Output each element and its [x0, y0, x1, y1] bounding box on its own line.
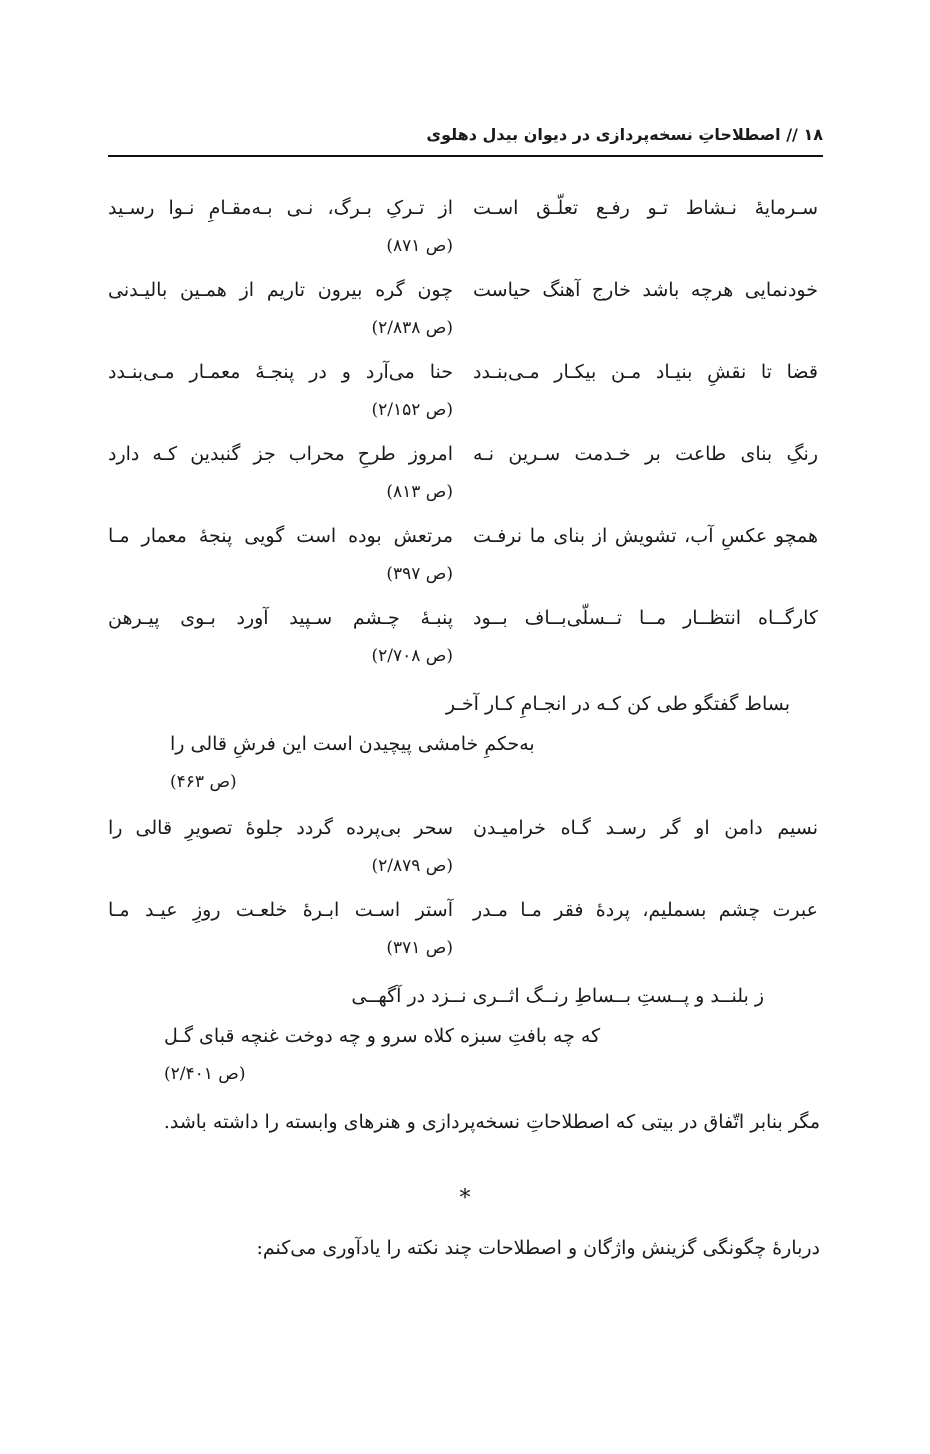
page-reference: (ص ۳۷۱) [386, 938, 453, 958]
page-reference: (ص ۴۶۳) [170, 772, 237, 792]
left-hemistich: پنبـۀ چـشم سـپید آورد بـوی پیـرهن [108, 607, 453, 629]
left-hemistich: چون گره بیرون تاریم از همـین بالیـدنی [108, 279, 453, 301]
body-paragraph: مگر بنابر اتّفاق در بیتی که اصطلاحاتِ نسخه‌پردازی و هنرهای وابسته را داشته باشد. [163, 1111, 820, 1133]
right-hemistich: عبرت چشم بسملیم، پردۀ فقر مـا مـدر [473, 899, 818, 921]
page-reference: (ص ۲/۴۰۱) [164, 1064, 246, 1084]
page-reference: (ص ۲/۸۳۸) [371, 318, 453, 338]
couplet [108, 890, 818, 970]
header-rule [108, 155, 823, 157]
section-separator: * [459, 1186, 471, 1211]
page-reference: (ص ۳۹۷) [386, 564, 453, 584]
right-hemistich: خودنمایی هرچه باشد خارج آهنگ حیاست [473, 279, 818, 301]
left-hemistich: حنا می‌آرد و در پنجـۀ معمـار مـی‌بنـدد [108, 361, 453, 383]
running-head-text: ۱۸ // اصطلاحاتِ نسخه‌پردازی در دیوان بیدل دهلوی [426, 124, 823, 144]
stanza-line-2: که چه بافتِ سبزه کلاه سرو و چه دوخت غنچه قبای گـل [164, 1025, 601, 1047]
right-hemistich: رنگِ بنای طاعت بر خـدمت سـرین نـه [473, 443, 818, 465]
stanza-line-1: ز بلنــد و پــستِ بــساطِ رنــگ اثــری نــزد در آگهــی [351, 985, 764, 1007]
staggered-couplet [108, 976, 820, 1096]
left-hemistich: امروز طرحِ محراب جز گنبدین کـه دارد [108, 443, 453, 465]
left-hemistich: سحر بی‌پرده گردد جلوۀ تصویرِ قالی را [108, 817, 453, 839]
couplet [108, 598, 818, 678]
staggered-couplet [108, 684, 820, 804]
right-hemistich: سـرمایۀ نـشاط تـو رفـع تعلّـق اسـت [473, 197, 818, 219]
body-paragraph-final: دربارۀ چگونگی گزینش واژگان و اصطلاحات چند نکته را یادآوری می‌کنم: [256, 1237, 820, 1259]
stanza-line-2: به‌حکمِ خامشی پیچیدن است این فرشِ قالی را [170, 733, 535, 755]
couplet [108, 188, 818, 268]
page-reference: (ص ۸۱۳) [386, 482, 453, 502]
couplet [108, 434, 818, 514]
couplet [108, 808, 818, 888]
couplet [108, 516, 818, 596]
page-reference: (ص ۲/۸۷۹) [371, 856, 453, 876]
right-hemistich: همچو عکسِ آب، تشویش از بنای ما نرفـت [473, 525, 818, 547]
running-head [108, 118, 823, 150]
left-hemistich: مرتعش بوده است گویی پنجۀ معمار مـا [108, 525, 453, 547]
couplet [108, 270, 818, 350]
page-reference: (ص ۲/۱۵۲) [371, 400, 453, 420]
left-hemistich: آستر اسـت ابـرۀ خلعـت روزِ عیـد مـا [108, 899, 453, 921]
right-hemistich: نسیم دامن او گر رسـد گـاه خرامیـدن [473, 817, 818, 839]
right-hemistich: کارگــاه انتظــار مــا تــسلّی‌بــاف بــود [473, 607, 818, 629]
right-hemistich: قضا تا نقشِ بنیـاد مـن بیکـار مـی‌بنـدد [473, 361, 818, 383]
stanza-line-1: بساط گفتگو طی کن کـه در انجـامِ کـار آخـر [445, 693, 790, 715]
page-reference: (ص ۸۷۱) [386, 236, 453, 256]
page-reference: (ص ۲/۷۰۸) [371, 646, 453, 666]
left-hemistich: از تـرکِ بـرگ، نـی بـه‌مقـامِ نـوا رسـید [108, 197, 453, 219]
couplet [108, 352, 818, 432]
